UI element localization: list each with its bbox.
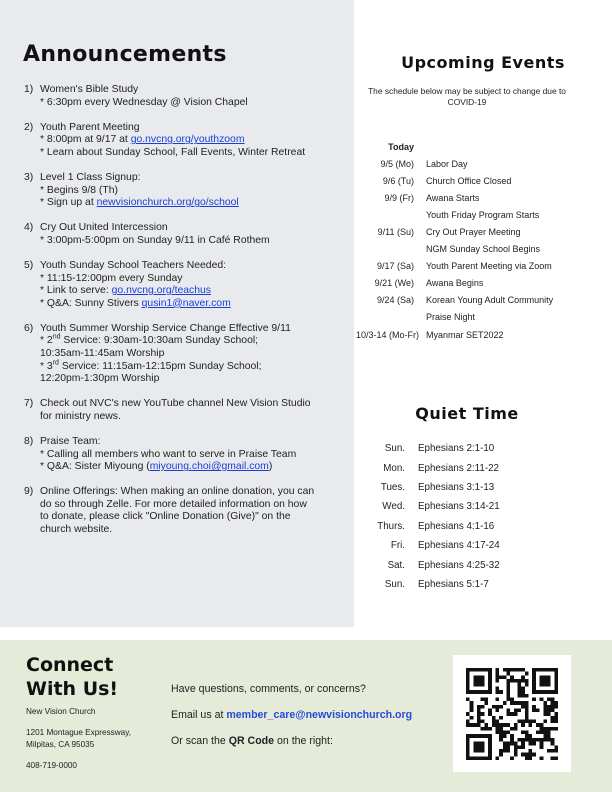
event-date: 9/6 (Tu) xyxy=(382,175,414,186)
today-label: Today xyxy=(388,141,414,152)
quiet-time-reference: Ephesians 4:25-32 xyxy=(418,559,500,571)
youthzoom-link[interactable]: go.nvcng.org/youthzoom xyxy=(130,134,245,146)
events-note: The schedule below may be subject to change due to COVID-19 xyxy=(368,86,566,107)
item-number: 9) xyxy=(24,486,34,498)
teachus-link[interactable]: go.nvcng.org/teachus xyxy=(111,285,211,297)
question-text: Have questions, comments, or concerns? xyxy=(171,683,366,695)
event-row xyxy=(356,292,606,309)
item-number: 2) xyxy=(24,121,34,133)
item-detail: * Q&A: Sister Miyoung (miyoung.choi@gmail.com) xyxy=(40,461,273,473)
item-detail: 10:35am-11:45am Worship xyxy=(40,348,165,359)
quiet-time-reference: Ephesians 4:1-16 xyxy=(418,520,495,532)
quiet-time-day: Tues. xyxy=(380,481,405,493)
announcement-item xyxy=(24,436,344,474)
item-title: Youth Parent Meeting xyxy=(40,121,140,133)
item-detail: * Sign up at newvisionchurch.org/go/school xyxy=(40,197,239,209)
quiet-time-day: Mon. xyxy=(383,462,405,474)
footer xyxy=(0,640,612,792)
item-title: Youth Summer Worship Service Change Effective 9/11 xyxy=(40,322,291,334)
event-description: Myanmar SET2022 xyxy=(426,329,504,340)
church-info xyxy=(26,706,131,772)
event-row xyxy=(356,155,606,172)
event-description: Church Office Closed xyxy=(426,175,512,186)
item-number: 7) xyxy=(24,398,34,410)
event-description: Awana Starts xyxy=(426,192,480,203)
item-number: 3) xyxy=(24,171,34,183)
member-care-email-link[interactable]: member_care@newvisionchurch.org xyxy=(226,709,413,721)
item-detail: 12:20pm-1:30pm Worship xyxy=(40,373,160,385)
quiet-time-row xyxy=(368,555,588,574)
announcements-panel xyxy=(0,0,354,627)
contact-block xyxy=(171,682,412,760)
announcement-item xyxy=(24,172,344,210)
event-row xyxy=(356,275,606,292)
scan-line: Or scan the QR Code on the right: xyxy=(171,735,333,747)
quiet-time-title: Quiet Time xyxy=(415,404,519,423)
events-table xyxy=(356,138,606,343)
item-detail: * 8:00pm at 9/17 at go.nvcng.org/youthzoom xyxy=(40,134,245,146)
events-header-row xyxy=(356,138,606,155)
event-date: 9/11 (Su) xyxy=(377,227,414,238)
item-number: 8) xyxy=(24,435,34,447)
quiet-time-reference: Ephesians 3:1-13 xyxy=(418,481,495,493)
event-row xyxy=(356,206,606,223)
announcement-item xyxy=(24,486,344,536)
item-detail: for ministry news. xyxy=(40,410,121,422)
event-description: Cry Out Prayer Meeting xyxy=(426,227,521,238)
item-number: 1) xyxy=(24,84,34,95)
item-title: Check out NVC's new YouTube channel New Vision Studio xyxy=(40,398,311,410)
quiet-time-day: Sun. xyxy=(384,578,405,590)
item-number: 4) xyxy=(24,222,34,234)
item-detail: * Link to serve: go.nvcng.org/teachus xyxy=(40,285,211,297)
quiet-time-day: Thurs. xyxy=(377,520,405,532)
upcoming-events-title: Upcoming Events xyxy=(401,53,565,72)
connect-title: Connect With Us! xyxy=(26,654,119,700)
event-row xyxy=(356,223,606,240)
event-row xyxy=(356,189,606,206)
item-detail: * 3rd Service: 11:15am-12:15pm Sunday School; xyxy=(40,359,262,372)
event-date: 9/21 (We) xyxy=(374,278,414,289)
item-title: Youth Sunday School Teachers Needed: xyxy=(40,259,227,271)
quiet-time-day: Wed. xyxy=(382,501,405,513)
quiet-time-reference: Ephesians 5:1-7 xyxy=(418,578,489,590)
item-detail: * Begins 9/8 (Th) xyxy=(40,184,118,196)
quiet-time-table xyxy=(368,439,588,594)
event-description: Korean Young Adult Community xyxy=(426,295,554,306)
event-date: 9/24 (Sa) xyxy=(376,295,414,306)
quiet-time-day: Fri. xyxy=(390,540,405,552)
announcements-title: Announcements xyxy=(23,42,227,67)
event-date: 9/9 (Fr) xyxy=(384,192,414,203)
item-title: Cry Out United Intercession xyxy=(40,222,168,234)
item-detail: do so through Zelle. For more detailed information on how xyxy=(40,498,307,510)
item-number: 5) xyxy=(24,259,34,271)
item-detail: to donate, please click "Online Donation (Give)" on the xyxy=(40,511,291,523)
item-detail: * 3:00pm-5:00pm on Sunday 9/11 in Café Rothem xyxy=(40,234,270,246)
announcement-item xyxy=(24,122,344,160)
event-description: Praise Night xyxy=(426,312,476,323)
event-description: NGM Sunday School Begins xyxy=(426,244,541,255)
item-detail: * 2nd Service: 9:30am-10:30am Sunday School; xyxy=(40,333,259,347)
qr-code-icon xyxy=(466,668,558,760)
quiet-time-row xyxy=(368,536,588,555)
contact-email-link[interactable]: qusin1@naver.com xyxy=(141,297,231,309)
address-line: Milpitas, CA 95035 xyxy=(26,740,95,749)
event-date: 10/3-14 (Mo-Fr) xyxy=(356,329,420,340)
item-title: Online Offerings: When making an online donation, you can xyxy=(40,486,315,498)
event-description: Youth Parent Meeting via Zoom xyxy=(426,261,552,272)
event-date: 9/5 (Mo) xyxy=(380,158,414,169)
church-name: New Vision Church xyxy=(26,707,96,716)
quiet-time-row xyxy=(368,478,588,497)
item-number: 6) xyxy=(24,322,34,334)
item-detail: * Learn about Sunday School, Fall Events, Winter Retreat xyxy=(40,146,306,158)
item-title: Level 1 Class Signup: xyxy=(40,171,141,183)
announcement-item xyxy=(24,260,344,310)
item-detail: * Calling all members who want to serve in Praise Team xyxy=(40,448,297,460)
quiet-time-day: Sun. xyxy=(384,443,405,455)
quiet-time-row xyxy=(368,439,588,458)
phone-number: 408-719-0000 xyxy=(26,761,77,770)
announcement-item xyxy=(24,222,344,247)
announcements-list xyxy=(24,84,344,549)
item-title: Women's Bible Study xyxy=(40,84,139,95)
event-row xyxy=(356,326,606,343)
event-description: Youth Friday Program Starts xyxy=(426,209,540,220)
school-signup-link[interactable]: newvisionchurch.org/go/school xyxy=(96,197,239,209)
quiet-time-reference: Ephesians 2:1-10 xyxy=(418,443,495,455)
announcement-item xyxy=(24,398,344,423)
item-title: Praise Team: xyxy=(40,435,101,447)
quiet-time-row xyxy=(368,497,588,516)
item-detail: * 11:15-12:00pm every Sunday xyxy=(40,272,183,284)
quiet-time-reference: Ephesians 2:11-22 xyxy=(418,462,499,474)
quiet-time-reference: Ephesians 4:17-24 xyxy=(418,540,500,552)
quiet-time-row xyxy=(368,458,588,477)
event-row xyxy=(356,241,606,258)
event-description: Awana Begins xyxy=(426,278,484,289)
qr-code[interactable] xyxy=(453,655,571,772)
quiet-time-reference: Ephesians 3:14-21 xyxy=(418,501,500,513)
quiet-time-day: Sat. xyxy=(387,559,405,571)
item-detail: church website. xyxy=(40,524,113,536)
praise-email-link[interactable]: miyoung.choi@gmail.com xyxy=(149,461,269,473)
announcement-item xyxy=(24,323,344,386)
event-row xyxy=(356,172,606,189)
item-detail: * 6:30pm every Wednesday @ Vision Chapel xyxy=(40,96,248,108)
quiet-time-row xyxy=(368,575,588,594)
event-row xyxy=(356,258,606,275)
address-line: 1201 Montague Expressway, xyxy=(26,728,131,737)
event-row xyxy=(356,309,606,326)
item-detail: * Q&A: Sunny Stivers qusin1@naver.com xyxy=(40,297,231,309)
email-line: Email us at member_care@newvisionchurch.org xyxy=(171,709,413,721)
quiet-time-row xyxy=(368,517,588,536)
announcement-item xyxy=(24,84,344,109)
event-description: Labor Day xyxy=(426,158,468,169)
event-date: 9/17 (Sa) xyxy=(376,261,414,272)
